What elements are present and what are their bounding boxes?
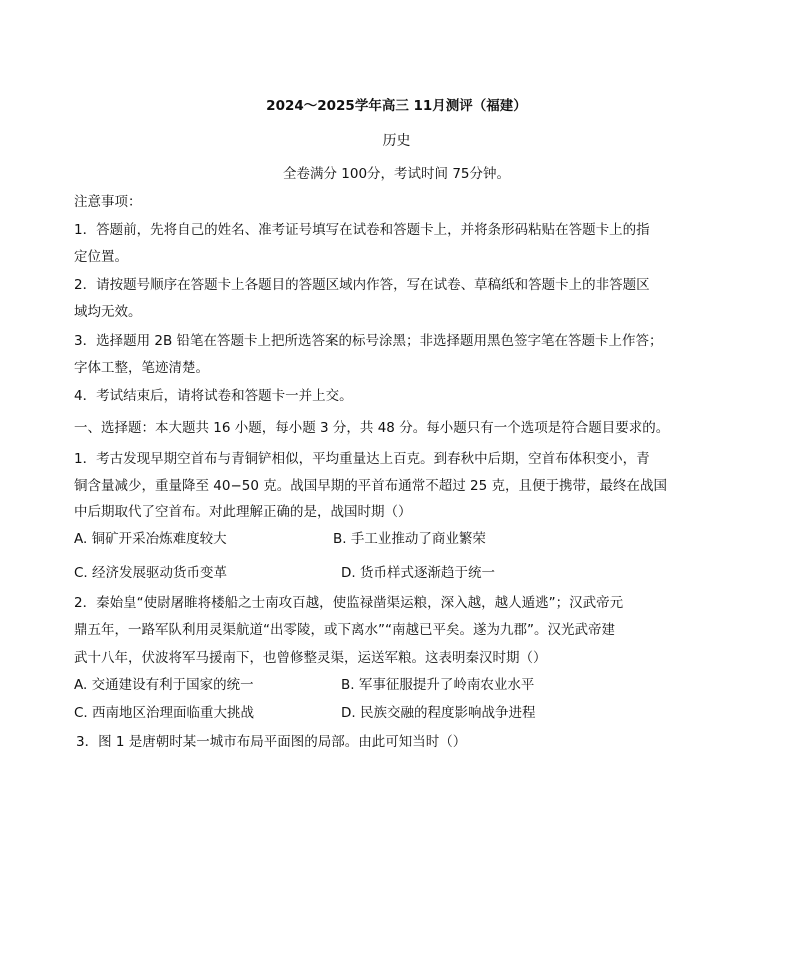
question-1-option-a: A. 铜矿开采冶炼难度较大 (74, 531, 227, 547)
question-1-line: 1．考古发现早期空首布与青铜铲相似，平均重量达上百克。到春秋中后期，空首布体积变小，青 (74, 451, 650, 467)
exam-info: 全卷满分 100分，考试时间 75分钟。 (282, 166, 511, 182)
question-1-option-b: B. 手工业推动了商业繁荣 (333, 531, 486, 547)
notes-line: 域均无效。 (74, 304, 142, 320)
notes-line: 定位置。 (74, 249, 128, 265)
notes-line: 2．请按题号顺序在答题卡上各题目的答题区域内作答，写在试卷、草稿纸和答题卡上的非答题区 (74, 277, 650, 293)
subject-title: 历史 (382, 133, 411, 149)
notes-heading: 注意事项： (74, 194, 142, 210)
question-2-option-a: A. 交通建设有利于国家的统一 (74, 677, 254, 693)
question-2-line: 鼎五年，一路军队利用灵渠航道“出零陵，或下离水”“南越已平矣。遂为九郡”。汉光武帝建 (74, 622, 615, 638)
notes-line: 4．考试结束后，请将试卷和答题卡一并上交。 (74, 388, 353, 404)
notes-line: 字体工整，笔迹清楚。 (74, 360, 209, 376)
question-1-line: 中后期取代了空首布。对此理解正确的是，战国时期（） (74, 504, 412, 520)
notes-line: 1．答题前，先将自己的姓名、准考证号填写在试卷和答题卡上，并将条形码粘贴在答题卡上的指 (74, 222, 650, 238)
question-2-option-d: D. 民族交融的程度影响战争进程 (341, 705, 536, 721)
question-2-line: 武十八年，伏波将军马援南下，也曾修整灵渠，运送军粮。这表明秦汉时期（） (74, 650, 547, 666)
question-2-option-c: C. 西南地区治理面临重大挑战 (74, 705, 255, 721)
notes-line: 3．选择题用 2B 铅笔在答题卡上把所选答案的标号涂黑；非选择题用黑色签字笔在答题卡上作答； (74, 333, 663, 349)
question-3-line: 3．图 1 是唐朝时某一城市布局平面图的局部。由此可知当时（） (76, 734, 467, 750)
question-1-line: 铜含量减少，重量降至 40−50 克。战国早期的平首布通常不超过 25 克，且便于携带，最终在战国 (74, 478, 668, 494)
question-2-line: 2．秦始皇“使尉屠睢将楼船之士南攻百越，使监禄凿渠运粮，深入越，越人遁逃”；汉武帝元 (74, 595, 624, 611)
exam-title: 2024～2025学年高三 11月测评（福建） (266, 98, 527, 114)
section-heading: 一、选择题：本大题共 16 小题，每小题 3 分，共 48 分。每小题只有一个选项是符合题目要求的。 (74, 420, 670, 436)
question-2-option-b: B. 军事征服提升了岭南农业水平 (341, 677, 535, 693)
question-1-option-c: C. 经济发展驱动货币变革 (74, 565, 228, 581)
question-1-option-d: D. 货币样式逐渐趋于统一 (341, 565, 495, 581)
